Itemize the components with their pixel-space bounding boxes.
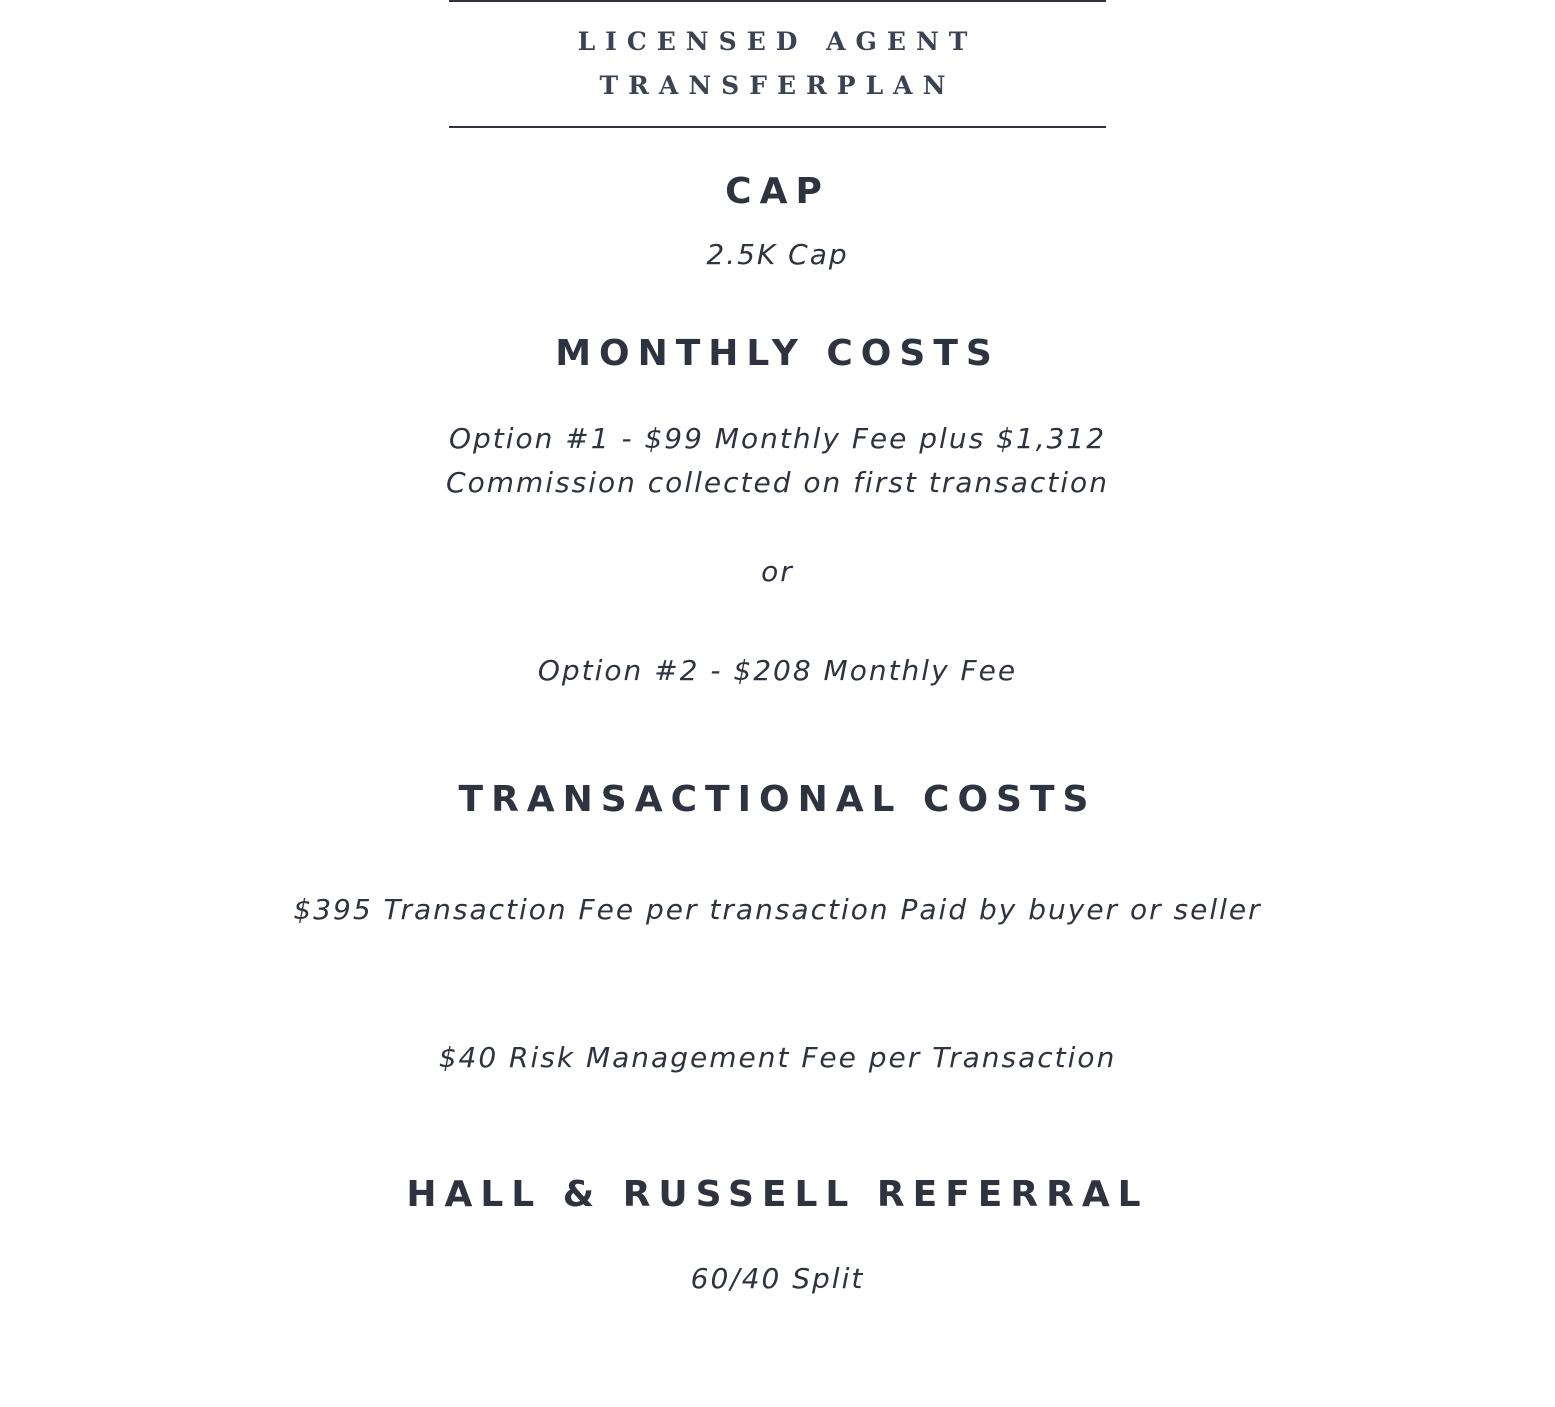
cap-value: 2.5K Cap bbox=[706, 238, 849, 271]
header-bottom-divider bbox=[449, 126, 1106, 128]
monthly-option1-line2: Commission collected on first transaction bbox=[446, 466, 1109, 499]
referral-heading: HALL & RUSSELL REFERRAL bbox=[406, 1174, 1149, 1215]
risk-management-fee: $40 Risk Management Fee per Transaction bbox=[438, 1041, 1117, 1074]
transaction-fee: $395 Transaction Fee per transaction Paid by buyer or seller bbox=[293, 893, 1262, 926]
plan-title-line1: LICENSED AGENT bbox=[577, 27, 978, 56]
monthly-costs-heading: MONTHLY COSTS bbox=[555, 333, 1000, 374]
header-top-divider bbox=[449, 0, 1106, 2]
referral-split: 60/40 Split bbox=[690, 1262, 865, 1295]
monthly-option2: Option #2 - $208 Monthly Fee bbox=[537, 654, 1018, 687]
transactional-costs-heading: TRANSACTIONAL COSTS bbox=[458, 779, 1097, 820]
monthly-or-separator: or bbox=[761, 555, 794, 588]
plan-title-line2: TRANSFERPLAN bbox=[599, 71, 956, 100]
cap-heading: CAP bbox=[725, 171, 830, 212]
monthly-option1-line1: Option #1 - $99 Monthly Fee plus $1,312 bbox=[448, 422, 1107, 455]
